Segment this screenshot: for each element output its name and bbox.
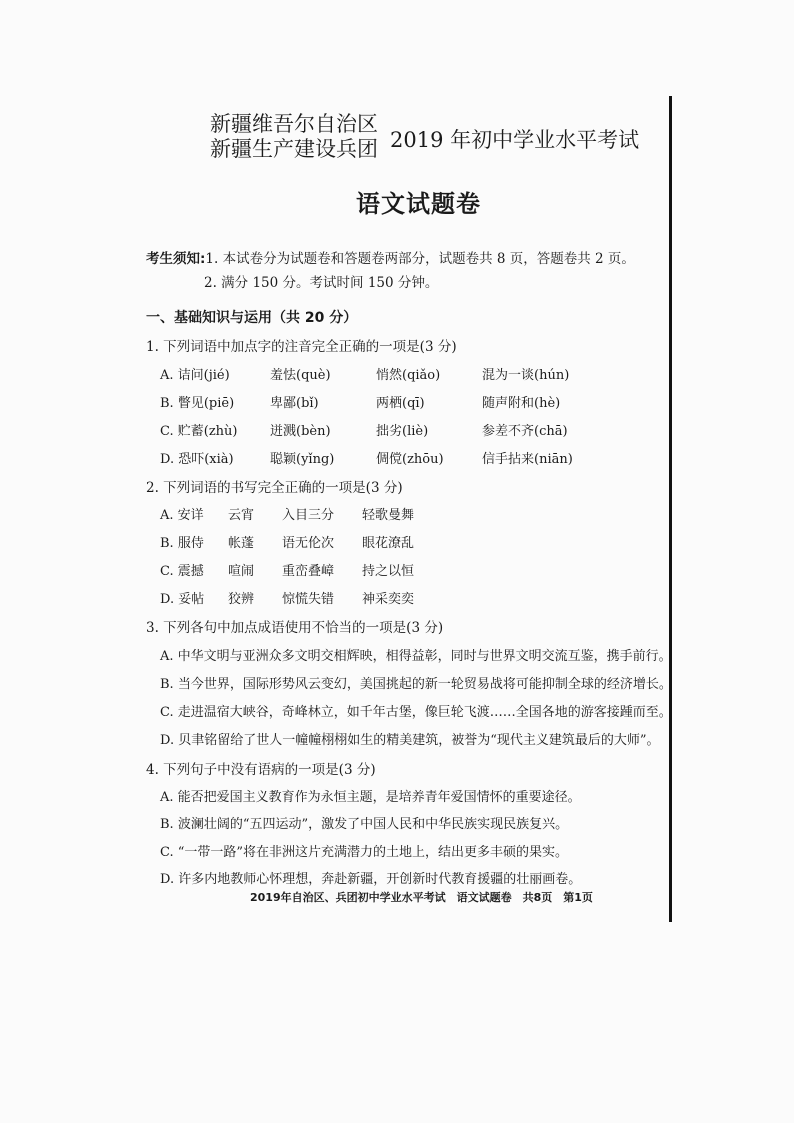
q1-option-cell: 混为一谈(hún) [482,368,570,383]
q1-option-cell: 信手拈来(niān) [482,452,573,467]
q4-option-d: D. 许多内地教师心怀理想，奔赴新疆，开创新时代教育援疆的壮丽画卷。 [160,872,582,887]
notice-item-1: 1. 本试卷分为试题卷和答题卷两部分，试题卷共 8 页，答题卷共 2 页。 [205,251,635,267]
question-1-stem: 1. 下列词语中加点字的注音完全正确的一项是(3 分) [146,339,457,355]
q4-option-a: A. 能否把爱国主义教育作为永恒主题，是培养青年爱国情怀的重要途径。 [160,790,581,805]
candidate-notice [146,247,635,295]
q1-option-cell: 卑鄙(bǐ) [270,396,319,411]
q1-option-cell: 羞怯(què) [270,368,331,383]
q2-option-cell: 眼花潦乱 [362,536,415,551]
question-3-stem: 3. 下列各句中加点成语使用不恰当的一项是(3 分) [146,620,444,636]
section-title: 一、基础知识与运用（共 20 分） [146,310,358,326]
q4-option-c: C. “一带一路”将在非洲这片充满潜力的土地上，结出更多丰硕的果实。 [160,845,569,860]
q2-option-cell: 云宵 [228,508,255,523]
notice-item-2: 2. 满分 150 分。考试时间 150 分钟。 [204,275,439,291]
org-line-1: 新疆维吾尔自治区 [210,112,378,136]
q1-option-cell: 悄然(qiǎo) [376,368,441,383]
q1-option-cell: A. 诘问(jié) [160,368,230,383]
q2-option-cell: 神采奕奕 [362,592,415,607]
q4-option-b: B. 波澜壮阔的“五四运动”，激发了中国人民和中华民族实现民族复兴。 [160,817,569,832]
q2-option-cell: 惊慌失错 [282,592,335,607]
q1-option-cell: 拙劣(liè) [376,424,429,439]
q3-option-c: C. 走进温宿大峡谷，奇峰林立，如千年古堡，像巨轮飞渡……全国各地的游客接踵而至。 [160,705,672,720]
q3-option-a: A. 中华文明与亚洲众多文明交相辉映，相得益彰，同时与世界文明交流互鉴，携手前行。 [160,649,672,664]
q1-option-cell: 迸溅(bèn) [270,424,331,439]
q3-option-b: B. 当今世界，国际形势风云变幻，美国挑起的新一轮贸易战将可能抑制全球的经济增长。 [160,677,672,692]
q2-option-cell: 轻歌曼舞 [362,508,415,523]
question-4-stem: 4. 下列句子中没有语病的一项是(3 分) [146,762,376,778]
page-footer: 2019年自治区、兵团初中学业水平考试 语文试题卷 共8页 第1页 [250,891,593,904]
org-line-2: 新疆生产建设兵团 [210,137,378,161]
q2-option-cell: C. 震撼 [160,564,204,579]
q2-option-cell: 持之以恒 [362,564,415,579]
q2-option-cell: D. 妥帖 [160,592,205,607]
q1-option-cell: D. 恐吓(xià) [160,452,234,467]
issuing-organization [210,112,378,162]
q2-option-cell: 重峦叠嶂 [282,564,335,579]
q2-option-cell: B. 服侍 [160,536,204,551]
exam-title: 2019 年初中学业水平考试 [390,128,640,152]
q2-option-cell: 喧闹 [228,564,255,579]
q1-option-cell: B. 瞥见(piē) [160,396,235,411]
q1-option-cell: 倜傥(zhōu) [376,452,444,467]
q1-option-cell: 聪颖(yǐng) [270,452,335,467]
q1-option-cell: 随声附和(hè) [482,396,561,411]
notice-label: 考生须知: [146,251,206,267]
q2-option-cell: 狡辨 [228,592,255,607]
q2-option-cell: A. 安详 [160,508,204,523]
q1-option-cell: 两栖(qī) [376,396,425,411]
subject-title: 语文试题卷 [356,190,481,218]
page-border-line [669,96,672,922]
q1-option-cell: C. 贮蓄(zhù) [160,424,238,439]
q2-option-cell: 入目三分 [282,508,335,523]
q2-option-cell: 帐蓬 [228,536,255,551]
q2-option-cell: 语无伦次 [282,536,335,551]
q1-option-cell: 参差不齐(chā) [482,424,568,439]
question-2-stem: 2. 下列词语的书写完全正确的一项是(3 分) [146,480,403,496]
q3-option-d: D. 贝聿铭留给了世人一幢幢栩栩如生的精美建筑，被誉为“现代主义建筑最后的大师”。 [160,733,660,748]
